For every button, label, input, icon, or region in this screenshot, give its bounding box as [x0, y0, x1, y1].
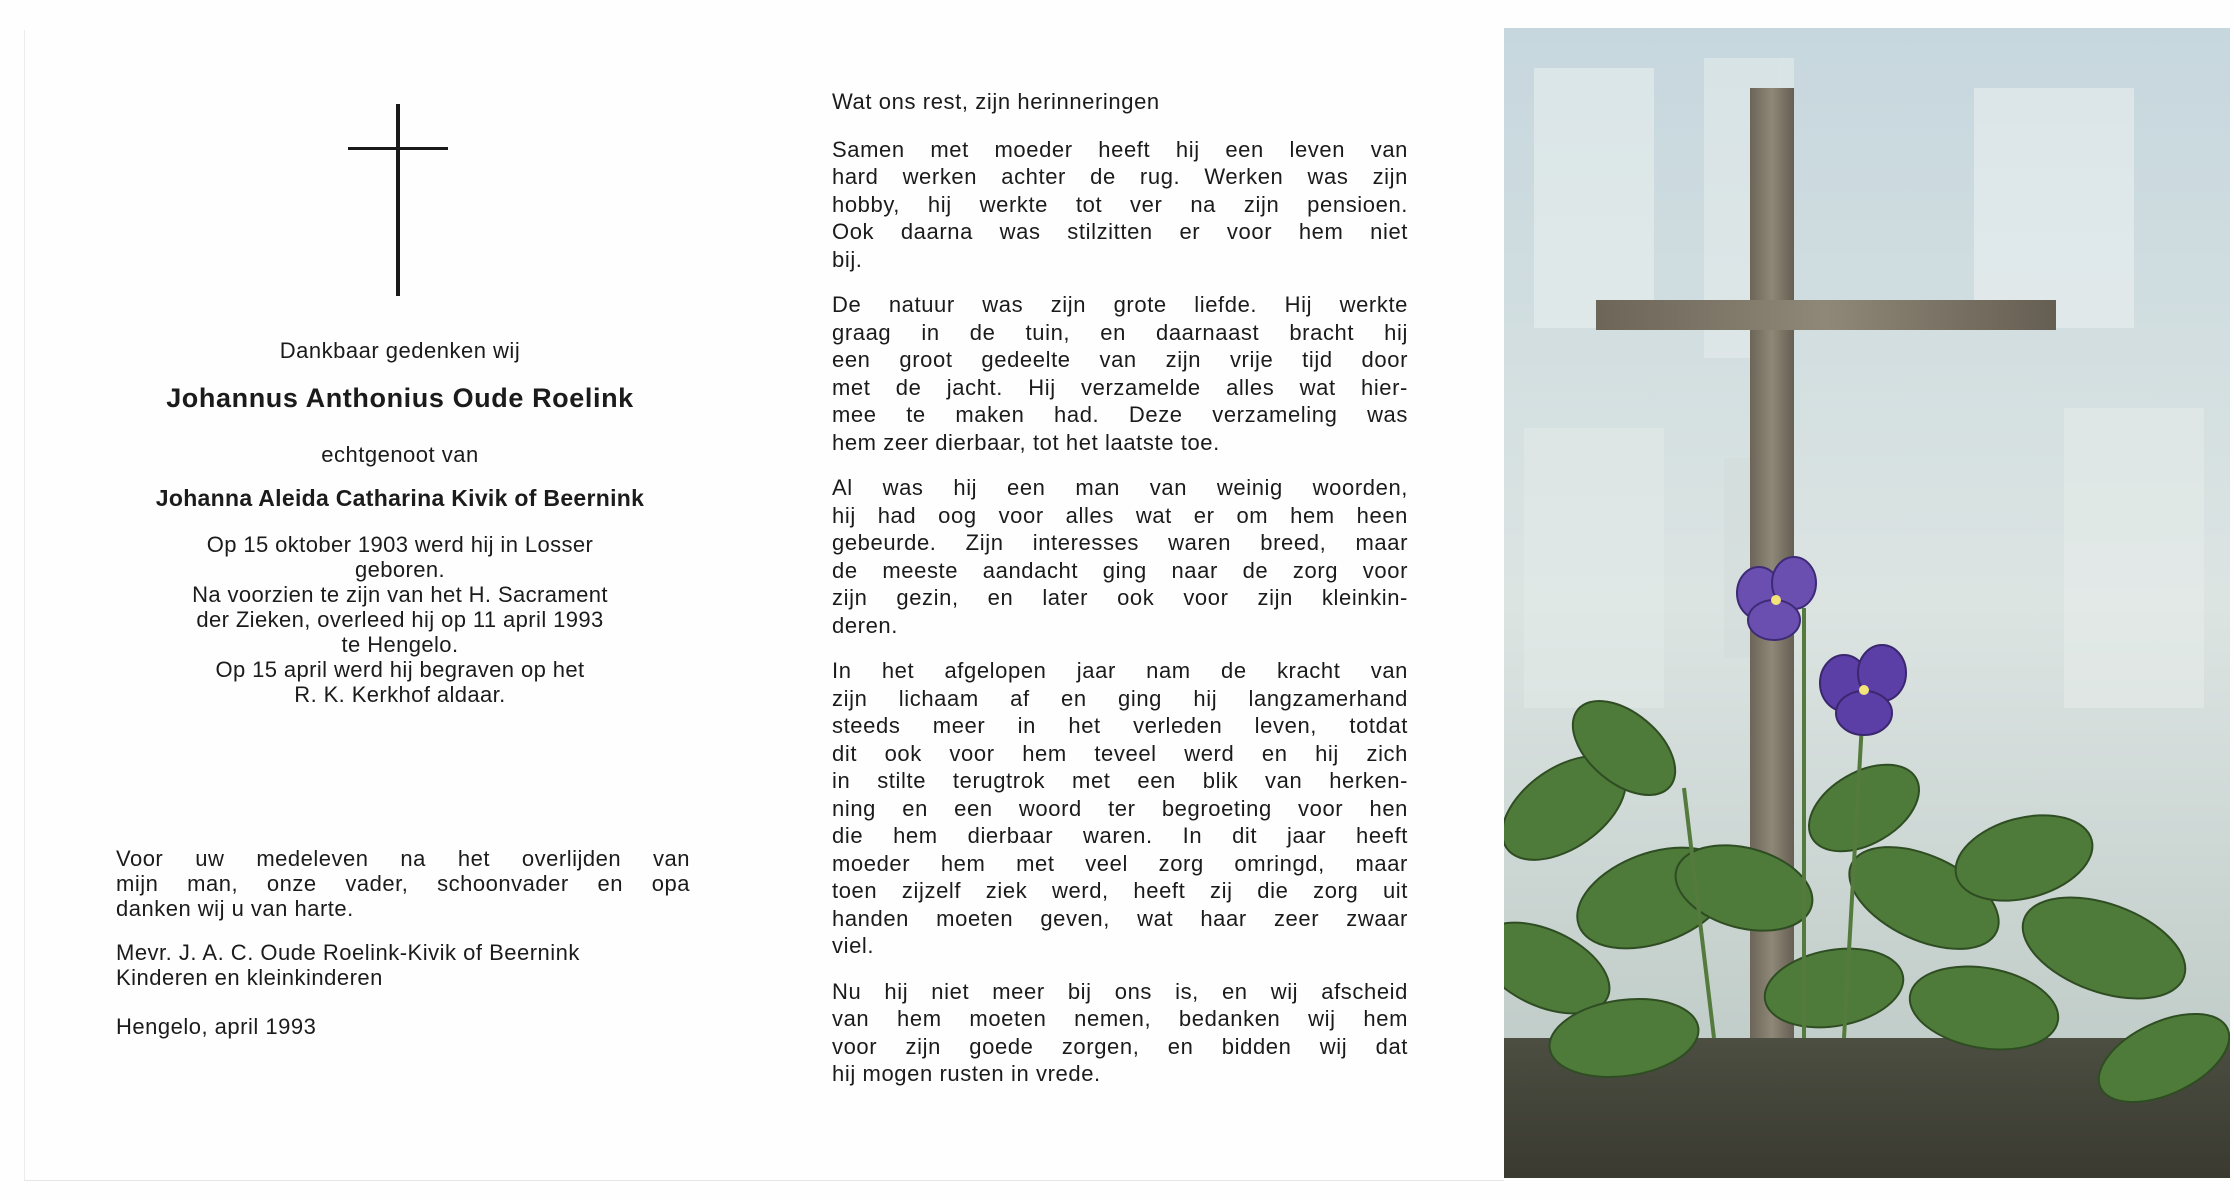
spouse-name: Johanna Aleida Catharina Kivik of Beernink: [155, 485, 645, 511]
signature-line: Mevr. J. A. C. Oude Roelink-Kivik of Beernink: [116, 940, 580, 965]
text-line: met de jacht. Hij verzamelde alles wat hier-: [832, 374, 1408, 400]
text-line: Ook daarna was stilzitten er voor hem niet: [832, 219, 1408, 244]
text-line: de meeste aandacht ging naar de zorg voor: [832, 557, 1408, 583]
text-line: De natuur was zijn grote liefde. Hij werkte: [832, 292, 1408, 317]
cross-and-violets-photo: [1504, 28, 2230, 1178]
text-line: In het afgelopen jaar nam de kracht van: [832, 658, 1408, 683]
bio-line: te Hengelo.: [341, 632, 459, 657]
text-line: hij mogen rusten in vrede.: [832, 1061, 1101, 1086]
remembrance-headline: Wat ons rest, zijn herinneringen: [832, 89, 1160, 114]
card-edge-left: [24, 30, 25, 1180]
remembrance-text: [832, 88, 1408, 1106]
paragraph: [832, 978, 1408, 1088]
deceased-name: Johannus Anthonius Oude Roelink: [166, 383, 634, 413]
text-line: Nu hij niet meer bij ons is, en wij afscheid: [832, 978, 1408, 1004]
text-line: Samen met moeder heeft hij een leven van: [832, 136, 1408, 162]
text-line: een groot gedeelte van zijn vrije tijd door: [832, 347, 1408, 372]
paragraph: [832, 291, 1408, 456]
bio-line: R. K. Kerkhof aldaar.: [294, 682, 506, 707]
bio-line: Op 15 april werd hij begraven op het: [215, 657, 585, 682]
text-line: handen moeten geven, wat haar zeer zwaar: [832, 905, 1408, 931]
card-edge-bottom: [24, 1180, 1504, 1181]
text-line: mee te maken had. Deze verzameling was: [832, 402, 1408, 427]
paragraph: [832, 474, 1408, 639]
text-line: die hem dierbaar waren. In dit jaar heeft: [832, 823, 1408, 848]
text-line: Al was hij een man van weinig woorden,: [832, 475, 1408, 500]
text-line: moeder hem met veel zorg omringd, maar: [832, 850, 1408, 876]
spouse-intro-text: echtgenoot van: [321, 442, 479, 467]
cross-beam: [1596, 300, 2056, 330]
thanks-block: [116, 846, 690, 921]
thanks-line: Voor uw medeleven na het overlijden van: [116, 846, 690, 871]
thanks-line: mijn man, onze vader, schoonvader en opa: [116, 871, 690, 896]
intro-text: Dankbaar gedenken wij: [279, 338, 521, 363]
biography-block: [110, 532, 690, 707]
text-line: in stilte terugtrok met een blik van herken-: [832, 768, 1408, 793]
text-line: hij had oog voor alles wat er om hem heen: [832, 502, 1408, 528]
text-line: dit ook voor hem teveel werd en hij zich: [832, 740, 1408, 766]
bio-line: geboren.: [354, 557, 446, 582]
text-line: graag in de tuin, en daarnaast bracht hij: [832, 319, 1408, 345]
text-line: ning en een woord ter begroeting voor hen: [832, 795, 1408, 821]
signature-line: Kinderen en kleinkinderen: [116, 965, 383, 990]
place-date: Hengelo, april 1993: [116, 1014, 317, 1039]
text-line: toen zijzelf ziek werd, heeft zij die zorg uit: [832, 878, 1408, 903]
text-line: zijn gezin, en later ook voor zijn kleinkin-: [832, 585, 1408, 610]
bio-line: Na voorzien te zijn van het H. Sacrament: [192, 582, 608, 607]
paragraph: [832, 657, 1408, 960]
text-line: van hem moeten nemen, bedanken wij hem: [832, 1006, 1408, 1031]
bio-line: Op 15 oktober 1903 werd hij in Losser: [206, 532, 594, 557]
text-line: gebeurde. Zijn interesses waren breed, maar: [832, 530, 1408, 555]
text-line: hem zeer dierbaar, tot het laatste toe.: [832, 429, 1220, 455]
text-line: viel.: [832, 933, 875, 958]
thanks-line: danken wij u van harte.: [116, 896, 354, 921]
text-line: hobby, hij werkte tot ver na zijn pensioen.: [832, 191, 1408, 217]
cross-icon: [348, 104, 448, 296]
text-line: steeds meer in het verleden leven, totdat: [832, 713, 1408, 738]
text-line: deren.: [832, 612, 898, 638]
text-line: voor zijn goede zorgen, en bidden wij dat: [832, 1033, 1408, 1059]
signature-block: [116, 940, 580, 990]
text-line: hard werken achter de rug. Werken was zijn: [832, 164, 1408, 189]
text-line: zijn lichaam af en ging hij langzamerhand: [832, 685, 1408, 711]
paragraph: [832, 136, 1408, 274]
text-line: bij.: [832, 246, 863, 272]
bio-line: der Zieken, overleed hij op 11 april 1993: [196, 607, 604, 632]
